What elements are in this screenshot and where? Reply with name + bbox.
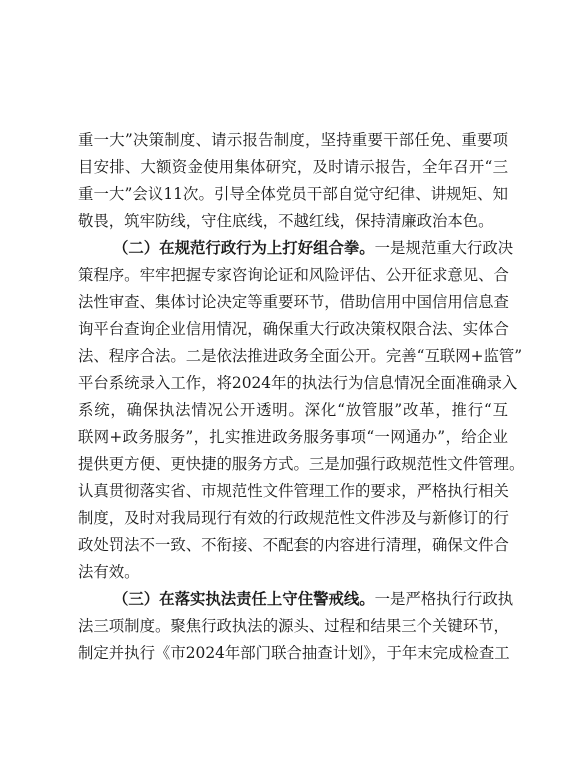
text-line: 法、程序合法。二是依法推进政务全面公开。完善“互联网+监管” xyxy=(78,347,523,365)
text-line: 政处罚法不一致、不衔接、不配套的内容进行清理，确保文件合 xyxy=(78,536,509,554)
text-line: 平台系统录入工作，将2024年的执法行为信息情况全面准确录入 xyxy=(78,374,518,392)
text-run: 一是严格执行行政执 xyxy=(374,590,514,608)
text-line: 敬畏，筑牢防线，守住底线，不越红线，保持清廉政治本色。 xyxy=(78,212,494,230)
text-line: 认真贯彻落实省、市规范性文件管理工作的要求，严格执行相关 xyxy=(78,482,509,500)
text-line: 系统，确保执法情况公开透明。深化“放管服”改革，推行“互 xyxy=(78,401,508,419)
text-line: 重一大”会议11次。引导全体党员干部自觉守纪律、讲规矩、知 xyxy=(78,185,508,203)
text-line: 提供更方便、更快捷的服务方式。三是加强行政规范性文件管理。 xyxy=(78,455,525,473)
text-line: 制定并执行《市2024年部门联合抽查计划》，于年末完成检查工 xyxy=(78,644,510,662)
section-heading-line xyxy=(113,589,514,609)
text-line: 法三项制度。聚焦行政执法的源头、过程和结果三个关键环节， xyxy=(78,617,509,635)
text-line: 联网+政务服务”，扎实推进政务服务事项“一网通办”，给企业 xyxy=(78,428,508,446)
text-line: 目安排、大额资金使用集体研究，及时请示报告，全年召开“三 xyxy=(78,158,508,176)
text-line: 策程序。牢牢把握专家咨询论证和风险评估、公开征求意见、合 xyxy=(78,266,509,284)
section-heading-line xyxy=(113,238,514,258)
text-line: 制度，及时对我局现行有效的行政规范性文件涉及与新修订的行 xyxy=(78,509,509,527)
text-line: 法有效。 xyxy=(78,563,140,581)
text-line: 询平台查询企业信用情况，确保重大行政决策权限合法、实体合 xyxy=(78,320,509,338)
text-run: 一是规范重大行政决 xyxy=(374,239,514,257)
text-line: 重一大”决策制度、请示报告制度，坚持重要干部任免、重要项 xyxy=(78,131,508,149)
section-heading: （二）在规范行政行为上打好组合拳。 xyxy=(113,239,375,257)
text-line: 法性审查、集体讨论决定等重要环节，借助信用中国信用信息查 xyxy=(78,293,509,311)
section-heading: （三）在落实执法责任上守住警戒线。 xyxy=(113,590,375,608)
